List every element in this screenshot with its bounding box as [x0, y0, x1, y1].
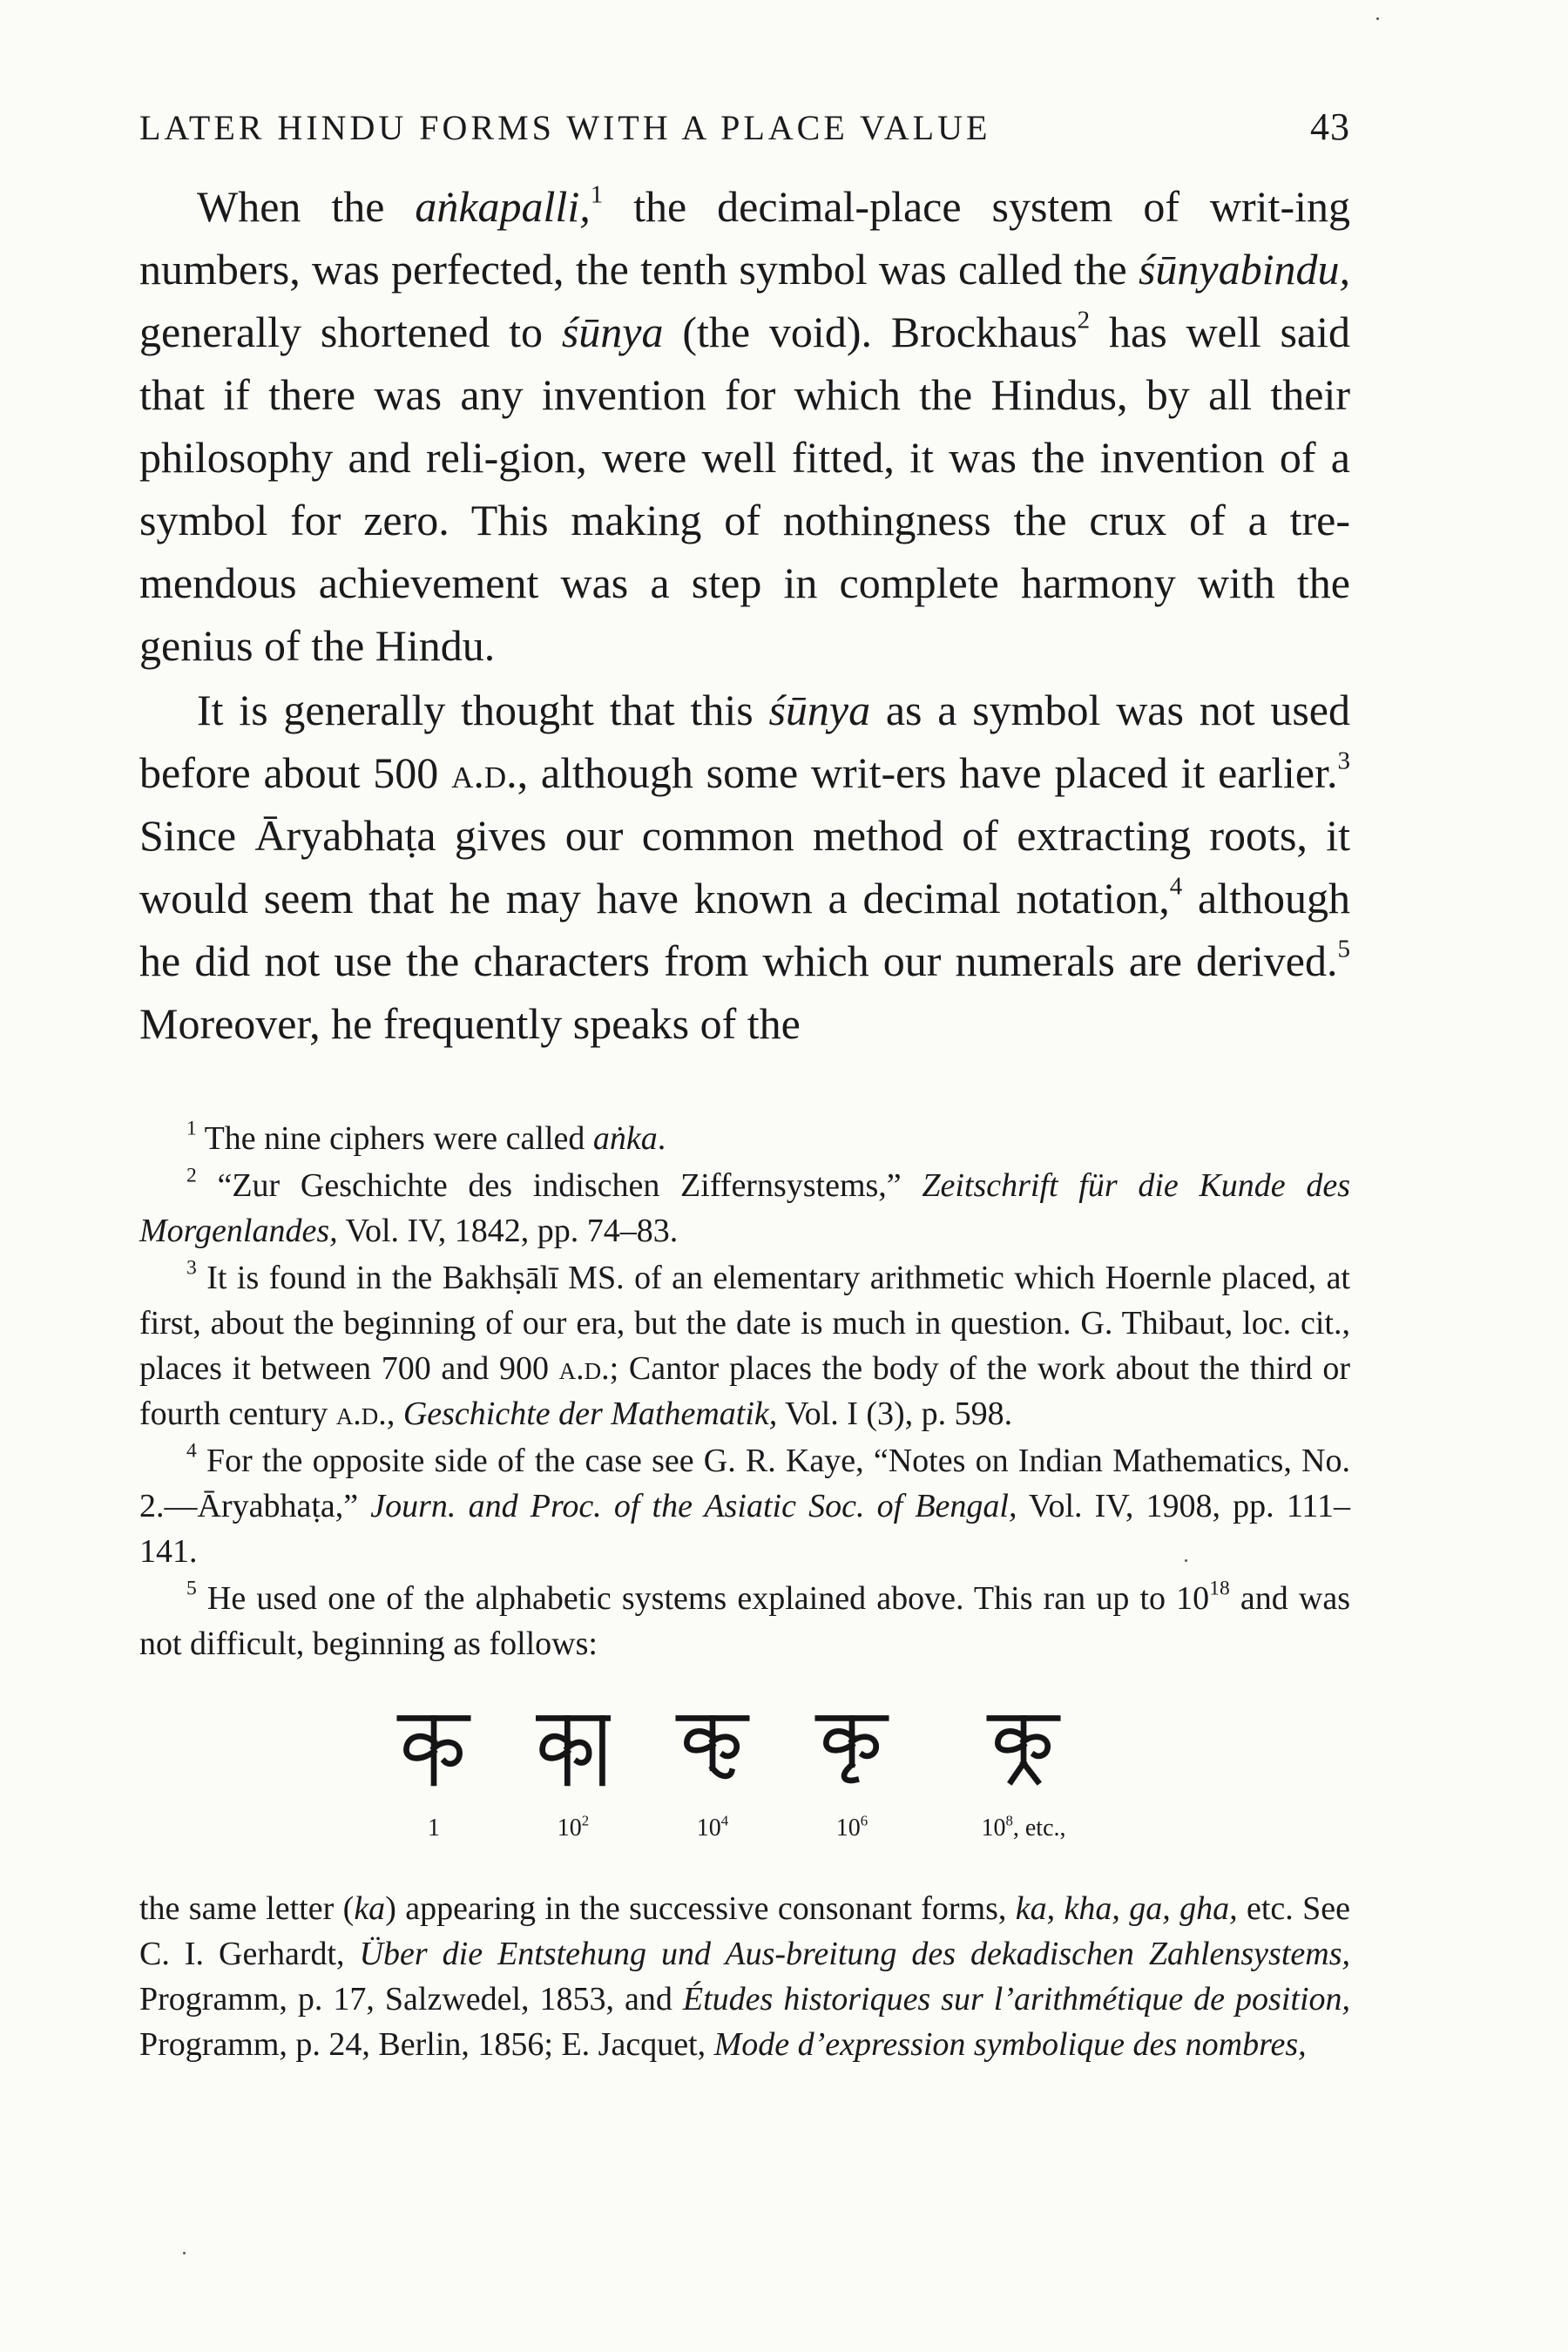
fn1-text-2: .: [657, 1120, 666, 1157]
paragraph-2: [139, 679, 1350, 1055]
footnote-4: [139, 1438, 1350, 1574]
fn5-cont-text-5: Programm, p. 24, Berlin, 1856; E. Jacquet,: [139, 2026, 714, 2063]
p2-text-5: although he did not use the characters from which our numerals are derived.: [139, 874, 1350, 985]
p2-term-sunya: śūnya: [768, 686, 871, 734]
p2-text-1: It is generally thought that this: [197, 686, 769, 734]
fn4-text-2: Vol. IV, 1908, pp. 111–141.: [139, 1488, 1350, 1570]
running-head-title: LATER HINDU FORMS WITH A PLACE VALUE: [139, 108, 991, 147]
fn5-exponent-18: 18: [1209, 1577, 1230, 1600]
devanagari-ka-figure: [139, 1703, 1350, 1851]
p1-term-ankapalli: aṅkapalli,: [415, 182, 591, 231]
devanagari-kr-icon: [986, 1703, 1061, 1787]
footnote-5-continued: [139, 1886, 1350, 2067]
print-speck: [1376, 17, 1379, 20]
fn5-text-2: and was not difficult, beginning as follows:: [139, 1580, 1350, 1662]
p2-era-ad: a.d.: [451, 748, 517, 797]
fn2-text-1: “Zur Geschichte des indischen Ziffernsystems,”: [196, 1167, 923, 1204]
footnote-ref-3[interactable]: 3: [1337, 747, 1350, 775]
fn3-era-ad-1: a.d.: [558, 1350, 610, 1387]
footnote-5-number: 5: [186, 1577, 197, 1600]
fn5-jacquet-title: Mode d’expression symbolique des nombres,: [713, 2026, 1307, 2063]
fn2-journal-title: Zeitschrift für die Kunde des Morgenlandes,: [139, 1167, 1350, 1249]
p1-text-4: (the void). Brockhaus: [663, 308, 1078, 356]
devanagari-ku-icon: [675, 1703, 750, 1787]
fn3-text-2: ; Cantor places the body of the work about the third or fourth century: [139, 1350, 1351, 1432]
fn5-etudes-title: Études historiques sur l’arithmétique de position,: [682, 1981, 1350, 2017]
fn4-journal-title: Journ. and Proc. of the Asiatic Soc. of Bengal,: [370, 1488, 1017, 1524]
fn5-cont-text-2: ) appearing in the successive consonant forms,: [385, 1890, 1016, 1927]
footnote-2: [139, 1163, 1350, 1254]
footnotes: [139, 1116, 1350, 2067]
ka-form-4-label: $10^6$: [835, 1812, 868, 1842]
footnote-4-number: 4: [186, 1439, 197, 1463]
footnote-ref-1[interactable]: 1: [590, 180, 604, 209]
p1-text-2: the decimal-place system of writ-ing numbers, was perfected, the tenth symbol was called the: [139, 182, 1350, 294]
ka-form-2: [531, 1703, 615, 1851]
fn5-cont-text-4: Programm, p. 17, Salzwedel, 1853, and: [139, 1981, 683, 2017]
running-head: [139, 105, 1350, 149]
footnote-5: [139, 1576, 1350, 1666]
fn5-term-ka: ka: [354, 1890, 386, 1927]
print-speck: [1185, 1559, 1187, 1562]
ka-form-3: [671, 1703, 754, 1851]
p2-text-3: , although some writ-ers have placed it earlier.: [517, 748, 1338, 797]
main-text: [139, 175, 1350, 1055]
ka-form-5: [950, 1703, 1098, 1851]
page-number: 43: [1310, 105, 1350, 148]
devanagari-kaa-icon: [536, 1703, 611, 1787]
fn2-text-2: Vol. IV, 1842, pp. 74–83.: [337, 1213, 679, 1249]
fn1-term-anka: aṅka: [592, 1120, 658, 1157]
ka-form-1-label: 1: [428, 1815, 440, 1842]
ka-form-1: [392, 1703, 476, 1851]
ka-form-4: [810, 1703, 894, 1851]
p2-text-2: as a symbol was not used before about 500: [139, 686, 1351, 797]
p2-text-4: Since Āryabhaṭa gives our common method of extracting roots, it would seem that he may have known a decimal notation,: [139, 811, 1350, 923]
footnote-1: [139, 1116, 1350, 1161]
fn5-cont-text-3: etc. See C. I. Gerhardt,: [139, 1890, 1351, 1972]
p1-text-3: generally shortened to: [139, 308, 562, 356]
footnote-ref-5[interactable]: 5: [1337, 935, 1350, 963]
p1-text-5: has well said that if there was any invention for which the Hindus, by all their philosophy and reli-gion, were well fitted, it was the invention of a symbol for zero. This making of nothingness the crux of a tre-mendous achievement was a step in complete harmony with the genius of the Hindu.: [139, 308, 1350, 670]
footnote-3-number: 3: [186, 1256, 197, 1280]
paragraph-1: [139, 175, 1350, 677]
fn3-text-4: Vol. I (3), p. 598.: [777, 1396, 1013, 1432]
devanagari-ka-icon: [396, 1703, 471, 1787]
fn5-cont-text-1: the same letter (: [139, 1890, 355, 1927]
fn3-era-ad-2: a.d.: [335, 1396, 387, 1432]
fn3-book-title: Geschichte der Mathematik,: [402, 1396, 778, 1432]
footnote-2-number: 2: [186, 1164, 197, 1187]
ka-form-3-label: $10^4$: [696, 1812, 729, 1842]
fn1-text-1: The nine ciphers were called: [196, 1120, 593, 1157]
p1-text-1: When the: [197, 182, 416, 231]
p2-text-6: Moreover, he frequently speaks of the: [139, 999, 801, 1048]
print-speck: [183, 2252, 186, 2254]
footnote-ref-2[interactable]: 2: [1077, 306, 1091, 335]
fn4-text-1: For the opposite side of the case see G. R. Kaye, “Notes on Indian Mathematics, No. 2.—Āryabhaṭa,”: [139, 1443, 1350, 1524]
p1-term-sunya: śūnya: [561, 308, 664, 356]
footnote-ref-4[interactable]: 4: [1169, 872, 1183, 901]
fn3-text-1: It is found in the Bakhṣālī MS. of an elementary arithmetic which Hoernle placed, at first, about the beginning of our era, but the date is much in question. G. Thibaut, loc. cit., places it between 700 and 900: [139, 1260, 1350, 1387]
fn5-gerhardt-title: Über die Entstehung und Aus-breitung des dekadischen Zahlensystems,: [359, 1936, 1350, 1972]
footnote-3: [139, 1255, 1350, 1436]
devanagari-kuu-icon: [814, 1703, 889, 1787]
ka-form-5-label: $10^8$, etc.,: [981, 1812, 1066, 1842]
footnote-1-number: 1: [186, 1117, 197, 1140]
fn5-consonant-forms: ka, kha, ga, gha,: [1015, 1890, 1238, 1927]
p1-term-sunyabindu: śūnyabindu,: [1138, 245, 1350, 294]
fn3-text-3: ,: [386, 1396, 403, 1432]
fn5-text-1: He used one of the alphabetic systems explained above. This ran up to 10: [196, 1580, 1210, 1617]
ka-form-2-label: $10^2$: [557, 1812, 590, 1842]
